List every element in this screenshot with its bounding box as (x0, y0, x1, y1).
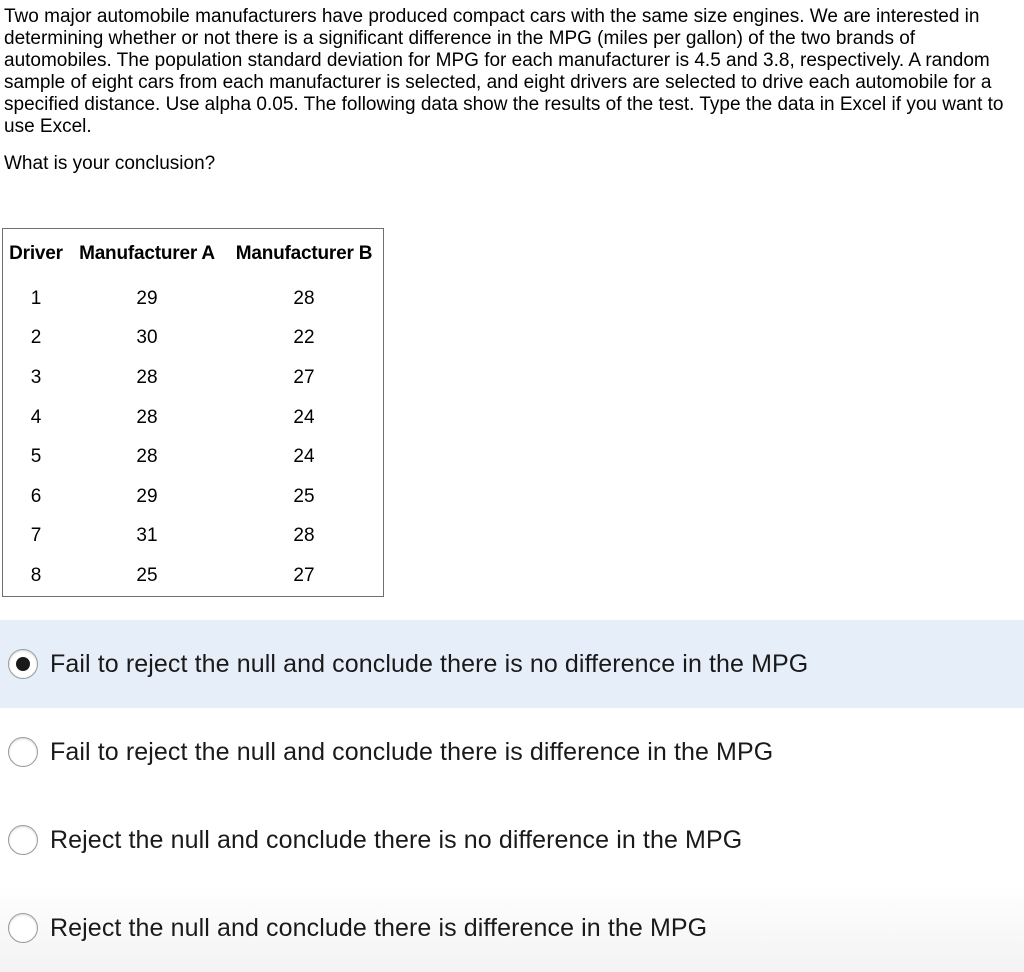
driver-cell: 6 (30, 485, 42, 507)
manufacturer-b-cell: 28 (293, 287, 315, 309)
manufacturer-a-cell: 29 (136, 485, 158, 507)
table-row (3, 358, 384, 398)
manufacturer-a-cell: 29 (136, 287, 158, 309)
manufacturer-a-cell: 30 (136, 327, 158, 349)
manufacturer-b-cell: 24 (293, 406, 315, 428)
manufacturer-a-cell: 31 (136, 525, 158, 547)
answer-option-label: Fail to reject the null and conclude there is difference in the MPG (50, 737, 774, 766)
radio-button[interactable] (8, 825, 38, 855)
driver-cell: 5 (30, 446, 42, 468)
manufacturer-b-cell: 27 (293, 565, 315, 587)
answer-option-4[interactable] (0, 884, 1024, 972)
data-table (2, 228, 384, 597)
table-row (3, 319, 384, 359)
answer-option-1[interactable] (0, 620, 1024, 708)
radio-button[interactable] (8, 737, 38, 767)
manufacturer-b-cell: 24 (293, 446, 315, 468)
table-header-row (3, 229, 384, 280)
driver-cell: 1 (30, 287, 42, 309)
question-prompt: What is your conclusion? (4, 153, 216, 174)
radio-button[interactable] (8, 913, 38, 943)
manufacturer-a-cell: 25 (136, 565, 158, 587)
manufacturer-b-cell: 28 (293, 525, 315, 547)
driver-cell: 8 (30, 565, 42, 587)
column-header-driver: Driver (9, 243, 63, 264)
table-row (3, 517, 384, 557)
manufacturer-b-cell: 25 (293, 485, 315, 507)
manufacturer-b-cell: 22 (293, 327, 315, 349)
table-row (3, 556, 384, 596)
answer-option-2[interactable] (0, 708, 1024, 796)
driver-cell: 4 (30, 406, 42, 428)
answer-option-label: Fail to reject the null and conclude there is no difference in the MPG (50, 649, 809, 678)
column-header-manufacturer-b: Manufacturer B (235, 243, 373, 264)
table-row (3, 279, 384, 319)
driver-cell: 3 (30, 367, 42, 389)
question-text: Two major automobile manufacturers have produced compact cars with the same size engines. We are interested in determining whether or not there is a significant difference in the MPG (miles per gallon) of the two brands of automobiles. The population standard deviation for MPG for each manufacturer is 4.5 and 3.8, respectively. A random sample of eight cars from each manufacturer is selected, and eight drivers are selected to drive each automobile for a specified distance. Use alpha 0.05. The following data show the results of the test. Type the data in Excel if you want to use Excel. (4, 6, 1004, 137)
table-row (3, 437, 384, 477)
manufacturer-b-cell: 27 (293, 367, 315, 389)
table-row (3, 477, 384, 517)
radio-button-selected[interactable] (8, 649, 38, 679)
answer-option-label: Reject the null and conclude there is no difference in the MPG (50, 825, 743, 854)
manufacturer-a-cell: 28 (136, 446, 158, 468)
driver-cell: 2 (30, 327, 42, 349)
radio-dot-icon (16, 657, 30, 671)
answer-options (0, 620, 1024, 972)
driver-cell: 7 (30, 525, 42, 547)
manufacturer-a-cell: 28 (136, 367, 158, 389)
answer-option-3[interactable] (0, 796, 1024, 884)
manufacturer-a-cell: 28 (136, 406, 158, 428)
table-row (3, 398, 384, 438)
column-header-manufacturer-a: Manufacturer A (79, 243, 215, 264)
answer-option-label: Reject the null and conclude there is difference in the MPG (50, 913, 708, 942)
